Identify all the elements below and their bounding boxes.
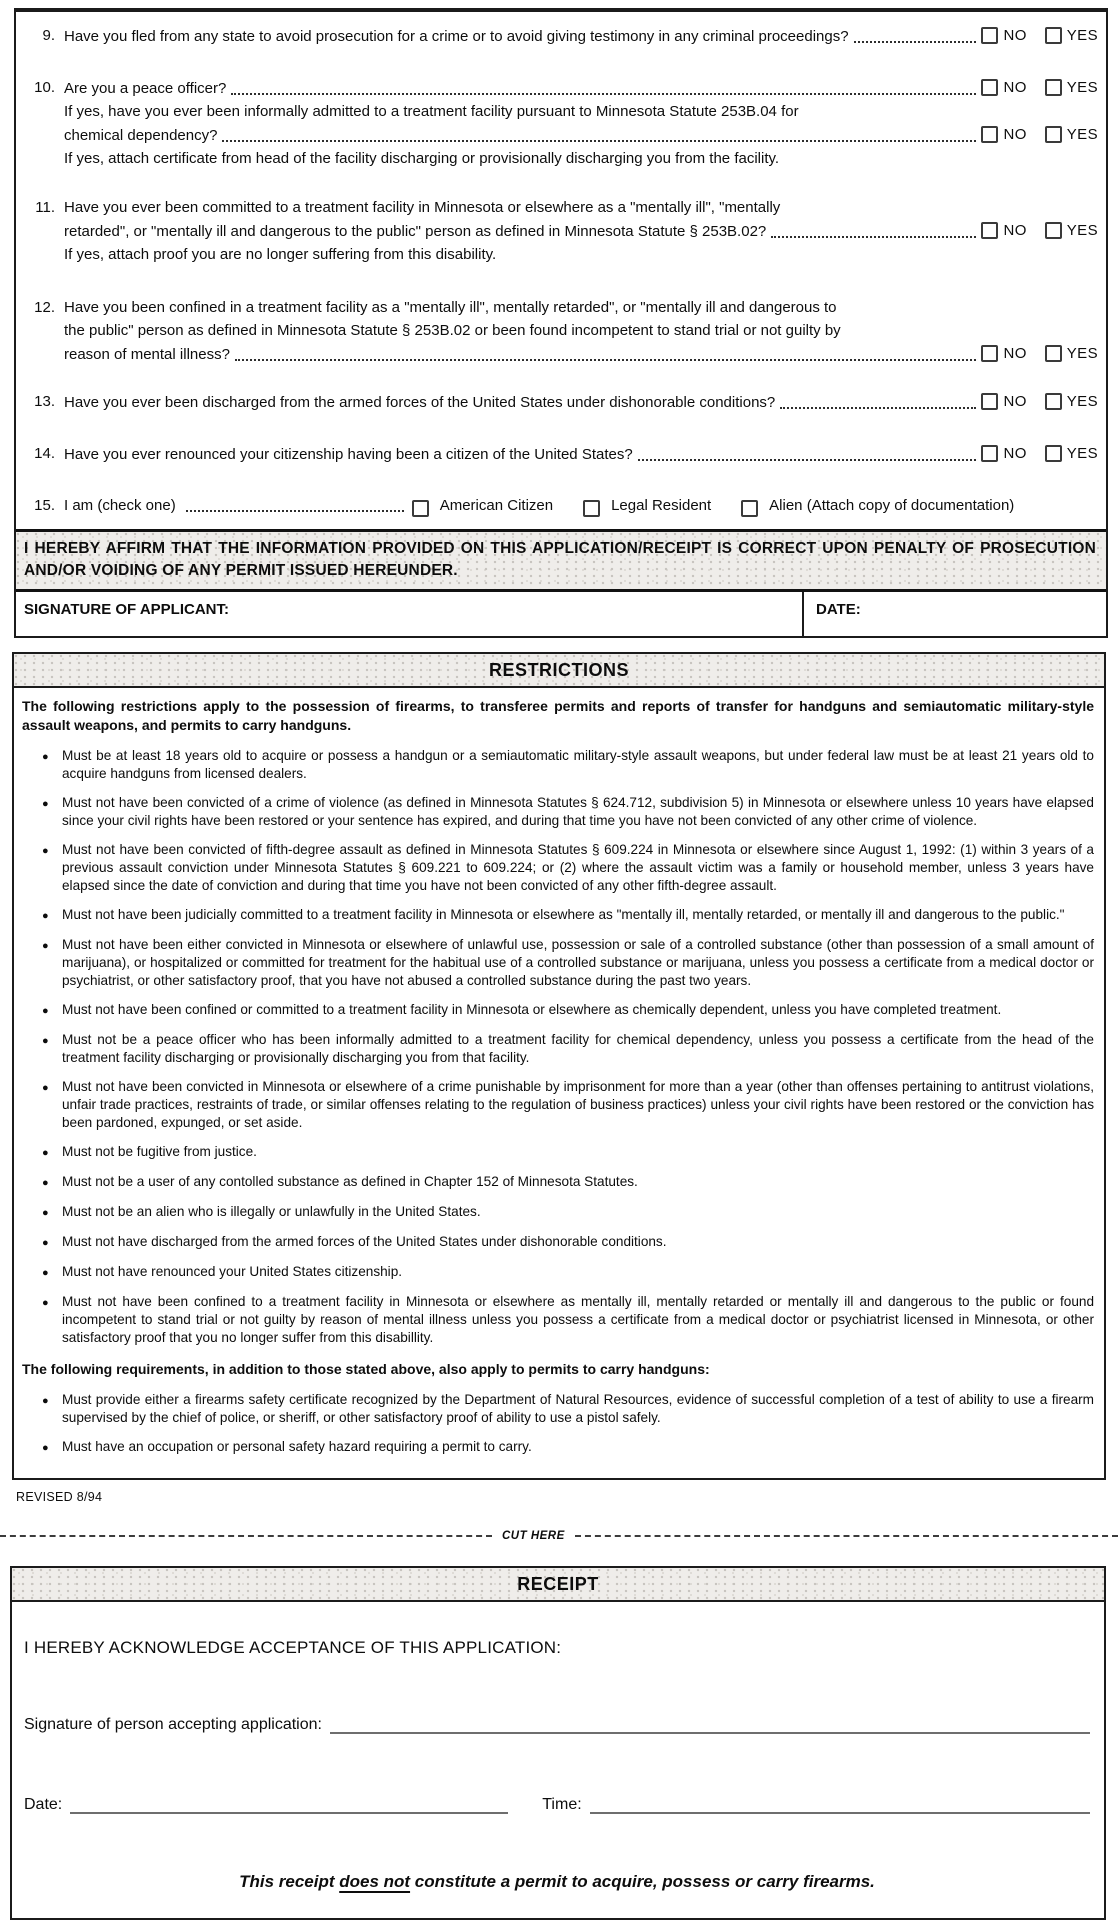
q10-no-label: NO: [1003, 79, 1027, 96]
q13-yes-checkbox[interactable]: [1045, 393, 1062, 410]
receipt-date-field[interactable]: [70, 1796, 508, 1814]
q14-no-label: NO: [1003, 445, 1027, 462]
question-10-answers: [981, 76, 1098, 100]
question-12-number: 12.: [34, 299, 55, 316]
restriction-item: ● Must not be fugitive from justice.: [42, 1143, 1094, 1162]
q10-yes-checkbox[interactable]: [1045, 79, 1062, 96]
applicant-signature-label: SIGNATURE OF APPLICANT:: [24, 601, 229, 618]
q15-american-citizen-label: American Citizen: [439, 497, 554, 514]
q9-no-label: NO: [1003, 27, 1027, 44]
question-12-answers: [981, 342, 1098, 366]
q11-yes-label: YES: [1066, 222, 1098, 239]
bullet-icon: ●: [42, 751, 49, 763]
question-11-note: If yes, attach proof you are no longer suffering from this disability.: [64, 246, 497, 263]
date-time-row: [24, 1796, 1090, 1814]
question-10: [16, 76, 1098, 170]
question-14: [16, 442, 1098, 466]
q10b-no-label: NO: [1003, 126, 1027, 143]
affirmation-statement: I HEREBY AFFIRM THAT THE INFORMATION PROVIDED ON THIS APPLICATION/RECEIPT IS CORRECT UPON PENALTY OF PROSECUTION AND/OR VOIDING OF ANY PERMIT ISSUED HEREUNDER.: [16, 529, 1106, 592]
q13-no-label: NO: [1003, 393, 1027, 410]
q15-american-citizen-checkbox[interactable]: [412, 500, 429, 517]
bullet-icon: ●: [42, 1237, 49, 1249]
restriction-item: ● Must not have been either convicted in Minnesota or elsewhere of unlawful use, possession or sale of a controlled substance (other than possession of a small amount of marijuana), or hospitalized or committed for treatment for the habitual use of a controlled substance or marijuana, unless you possess a certificate from a medical doctor or psychiatrist, or other satisfactory proof, that you have not abused a controlled substance during the past two years.: [42, 937, 1094, 988]
question-9-text: Have you fled from any state to avoid prosecution for a crime or to avoid giving testimony in any criminal proceedings?: [64, 28, 849, 45]
bullet-icon: ●: [42, 1082, 49, 1094]
accepting-signature-label: Signature of person accepting application:: [24, 1716, 322, 1733]
receipt-disclaimer: This receipt does not constitute a permit to acquire, possess or carry firearms.: [239, 1872, 875, 1891]
restrictions-header: [14, 654, 1104, 688]
dotted-leader: [854, 41, 977, 43]
cut-here-label: CUT HERE: [502, 1530, 565, 1542]
question-11-number: 11.: [35, 199, 55, 216]
question-12: [16, 296, 1098, 366]
question-14-text: Have you ever renounced your citizenship having been a citizen of the United States?: [64, 446, 633, 463]
question-13-number: 13.: [34, 393, 55, 410]
question-12-line1: Have you been confined in a treatment facility as a "mentally ill", mentally retarded", or "mentally ill and dangerous to: [64, 299, 837, 316]
question-13-text: Have you ever been discharged from the armed forces of the United States under dishonorable conditions?: [64, 394, 776, 411]
does-not-emphasis: does not: [339, 1872, 411, 1891]
restriction-item: ● Must not be a user of any contolled substance as defined in Chapter 152 of Minnesota Statutes.: [42, 1173, 1094, 1192]
q13-no-checkbox[interactable]: [981, 393, 998, 410]
restrictions-intro: The following restrictions apply to the possession of firearms, to transferee permits and reports of transfer for handguns and semiautomatic military-style assault weapons, and permits to carry handguns.: [22, 698, 1094, 733]
q9-yes-label: YES: [1066, 27, 1098, 44]
question-11: [16, 196, 1098, 266]
restriction-item: ● Must not have been convicted of a crime of violence (as defined in Minnesota Statutes § 624.712, subdivision 5) in Minnesota or elsewhere unless 10 years have elapsed since your civil rights have been restored or your sentence has expired, and during that time you have not been convicted of any other crime of violence.: [42, 795, 1094, 828]
restriction-item: ● Must not have been confined to a treatment facility in Minnesota or elsewhere as mentally ill, mentally retarded or mentally ill and dangerous to the public or found incompetent to stand trial or not guilty by reason of mental illness unless you possess a certificate from a medical doctor or psychiatrist licensed in Minnesota, or other satisfactory proof that you no longer suffer from this disabillity.: [42, 1294, 1094, 1345]
q14-yes-checkbox[interactable]: [1045, 445, 1062, 462]
question-12-line3: reason of mental illness?: [64, 346, 230, 363]
question-10-number: 10.: [34, 79, 55, 96]
bullet-icon: ●: [42, 1207, 49, 1219]
q12-yes-label: YES: [1066, 345, 1098, 362]
dotted-leader: [638, 459, 977, 461]
revision-note: REVISED 8/94: [16, 1490, 103, 1504]
question-13: [16, 390, 1098, 414]
q10b-no-checkbox[interactable]: [981, 126, 998, 143]
restriction-item: ● Must not have been judicially committed to a treatment facility in Minnesota or elsewhere as "mentally ill, mentally retarded, or mentally ill and dangerous to the public.": [42, 906, 1094, 925]
dotted-leader: [222, 140, 976, 142]
question-14-number: 14.: [34, 445, 55, 462]
question-14-answers: [981, 442, 1098, 466]
q10-yes-label: YES: [1066, 79, 1098, 96]
q10b-yes-label: YES: [1066, 126, 1098, 143]
dotted-leader: [186, 510, 404, 512]
bullet-icon: ●: [42, 910, 49, 922]
question-10b-answers: [981, 123, 1098, 147]
q10-no-checkbox[interactable]: [981, 79, 998, 96]
bullet-icon: ●: [42, 1267, 49, 1279]
receipt-time-field[interactable]: [590, 1796, 1090, 1814]
receipt-header: [12, 1568, 1104, 1602]
restriction-item: ● Must not be an alien who is illegally or unlawfully in the United States.: [42, 1203, 1094, 1222]
signature-date-row: [16, 592, 1106, 636]
applicant-signature-cell[interactable]: [16, 592, 802, 636]
q15-legal-resident-label: Legal Resident: [611, 497, 712, 514]
q13-yes-label: YES: [1066, 393, 1098, 410]
q10b-yes-checkbox[interactable]: [1045, 126, 1062, 143]
dotted-leader: [780, 407, 976, 409]
receipt-section: [10, 1566, 1106, 1920]
accepting-signature-row: [24, 1716, 1090, 1734]
question-9-answers: [981, 24, 1098, 48]
q9-no-checkbox[interactable]: [981, 27, 998, 44]
cut-line-left: [0, 1535, 492, 1537]
receipt-time-label: Time:: [542, 1796, 582, 1813]
question-13-answers: [981, 390, 1098, 414]
question-10-subtext-line1: If yes, have you ever been informally admitted to a treatment facility pursuant to Minnesota Statute 253B.04 for: [64, 103, 799, 120]
receipt-date-label: Date:: [24, 1796, 63, 1813]
q15-alien-checkbox[interactable]: [741, 500, 758, 517]
question-15-text: I am (check one): [64, 497, 176, 514]
question-15: [16, 494, 1098, 517]
q15-legal-resident-checkbox[interactable]: [583, 500, 600, 517]
restriction-item: ● Must have an occupation or personal safety hazard requiring a permit to carry.: [42, 1438, 1094, 1457]
application-form-page: [0, 8, 1118, 1891]
restriction-item: ● Must not be a peace officer who has been informally admitted to a treatment facility for chemical dependency, unless you possess a certificate from the head of the treatment facility discharging or provisionally discharging you from that facility.: [42, 1032, 1094, 1065]
question-11-answers: [981, 219, 1098, 243]
cut-here-divider: [0, 1530, 1118, 1542]
bullet-icon: ●: [42, 845, 49, 857]
q12-no-checkbox[interactable]: [981, 345, 998, 362]
date-label: DATE:: [816, 601, 861, 618]
cut-line-right: [575, 1535, 1118, 1537]
question-9: [16, 24, 1098, 48]
carry-permit-list: [14, 1379, 1104, 1478]
bullet-icon: ●: [42, 798, 49, 810]
q12-no-label: NO: [1003, 345, 1027, 362]
bullet-icon: ●: [42, 1395, 49, 1407]
q11-no-checkbox[interactable]: [981, 222, 998, 239]
bullet-icon: ●: [42, 1297, 49, 1309]
bullet-icon: ●: [42, 1442, 49, 1454]
restriction-item: ● Must not have been convicted in Minnesota or elsewhere of a crime punishable by imprisonment for more than a year (other than offenses pertaining to antitrust violations, unfair trade practices, restraints of trade, or similar offenses relating to the regulation of business practices) unless your civil rights have been restored or the conviction has been pardoned, expunged, or set aside.: [42, 1079, 1094, 1130]
q11-no-label: NO: [1003, 222, 1027, 239]
date-cell[interactable]: [802, 592, 1106, 636]
question-15-number: 15.: [34, 497, 55, 514]
accepting-signature-field[interactable]: [330, 1716, 1090, 1734]
bullet-icon: ●: [42, 1005, 49, 1017]
restriction-item: ● Must provide either a firearms safety certificate recognized by the Department of Natural Resources, evidence of successful completion of a test of ability to use a firearm supervised by the chief of police, or sheriff, or other satisfactory proof of ability to use a pistol safely.: [42, 1392, 1094, 1425]
question-11-line2: retarded", or "mentally ill and dangerous to the public" person as defined in Minnesota Statute § 253B.02?: [64, 223, 767, 240]
question-12-line2: the public" person as defined in Minnesota Statute § 253B.02 or been found incompetent to stand trial or not guilty by: [64, 322, 841, 339]
bullet-icon: ●: [42, 1035, 49, 1047]
q11-yes-checkbox[interactable]: [1045, 222, 1062, 239]
questions-section: [14, 8, 1108, 638]
dotted-leader: [231, 93, 976, 95]
restriction-item: ● Must not have been convicted of fifth-degree assault as defined in Minnesota Statutes § 609.224 in Minnesota or elsewhere since August 1, 1992: (1) within 3 years of a previous assault conviction under Minnesota Statutes § 609.221 to 609.224; or (2) where the assault victim was a family or household member, unless 3 years have elapsed since the date of conviction and during that time you have not been convicted of any other fifth-degree assault.: [42, 842, 1094, 893]
q9-yes-checkbox[interactable]: [1045, 27, 1062, 44]
restrictions-title: RESTRICTIONS: [488, 660, 629, 680]
bullet-icon: ●: [42, 1177, 49, 1189]
question-11-line1: Have you ever been committed to a treatment facility in Minnesota or elsewhere as a "mentally ill", "mentally: [64, 199, 781, 216]
restrictions-list: [14, 735, 1104, 1347]
question-10-subtext-line2: chemical dependency?: [64, 127, 218, 144]
restriction-item: ● Must not have renounced your United States citizenship.: [42, 1263, 1094, 1282]
receipt-title: RECEIPT: [517, 1574, 599, 1594]
restriction-item: ● Must not have discharged from the armed forces of the United States under dishonorable conditions.: [42, 1233, 1094, 1252]
acknowledge-statement: I HEREBY ACKNOWLEDGE ACCEPTANCE OF THIS APPLICATION:: [24, 1638, 562, 1657]
bullet-icon: ●: [42, 940, 49, 952]
dotted-leader: [771, 236, 976, 238]
q12-yes-checkbox[interactable]: [1045, 345, 1062, 362]
question-10-note: If yes, attach certificate from head of the facility discharging or provisionally discharging you from the facility.: [64, 150, 780, 167]
bullet-icon: ●: [42, 1147, 49, 1159]
carry-permit-heading: The following requirements, in addition to those stated above, also apply to permits to carry handguns:: [22, 1361, 710, 1377]
q14-no-checkbox[interactable]: [981, 445, 998, 462]
question-10-text: Are you a peace officer?: [64, 80, 227, 97]
q15-alien-label: Alien (Attach copy of documentation): [769, 497, 1015, 514]
question-9-number: 9.: [42, 27, 55, 44]
dotted-leader: [235, 359, 977, 361]
restriction-item: ● Must be at least 18 years old to acquire or possess a handgun or a semiautomatic military-style assault weapons, but under federal law must be at least 21 years old to acquire handguns from licensed dealers.: [42, 748, 1094, 781]
restrictions-section: [12, 652, 1106, 1480]
q14-yes-label: YES: [1066, 445, 1098, 462]
restriction-item: ● Must not have been confined or committed to a treatment facility in Minnesota or elsewhere as chemically dependent, unless you have completed treatment.: [42, 1001, 1094, 1020]
